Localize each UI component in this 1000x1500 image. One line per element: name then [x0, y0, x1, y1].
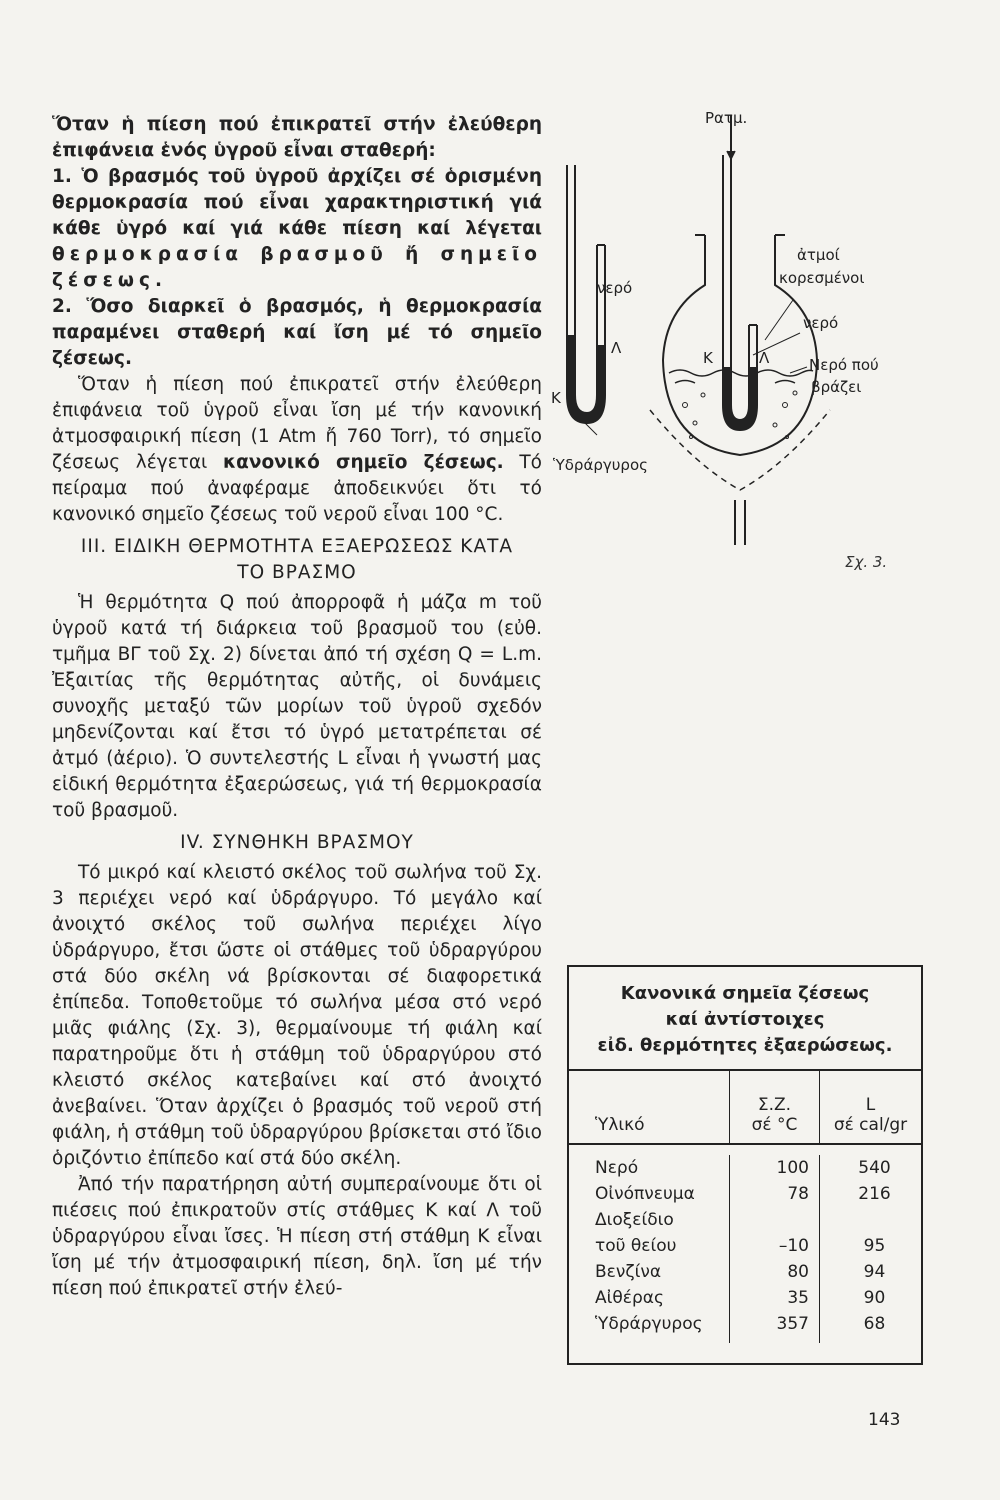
- left-tube-mercury: [567, 335, 605, 423]
- page-number: 143: [868, 1410, 901, 1430]
- paragraph-intro: Ὅταν ἡ πίεση πού ἐπικρατεῖ στήν ἐλεύθερη ἐπιφάνεια ἑνός ὑγροῦ εἶναι σταθερή:: [52, 114, 542, 161]
- column-material: [569, 1155, 729, 1343]
- table-title-line1: Κανονικά σημεῖα ζέσεως: [620, 983, 870, 1004]
- label-p-atm: Ρατμ.: [705, 109, 748, 127]
- section-heading-iii: [52, 534, 542, 586]
- figure-3: [545, 105, 945, 585]
- paragraph-experiment: Τό μικρό καί κλειστό σκέλος τοῦ σωλήνα τοῦ Σχ. 3 περιέχει νερό καί ὑδράργυρο. Τό μεγάλο καί ἀνοιχτό σκέλος τοῦ σωλήνα περιέχει λίγο ὑδράργυρο, ἔτσι ὥστε οἱ στάθμες τοῦ ὑδραργύρου στά δύο σκέλη νά βρίσκονται σέ διαφορετικά ἐπίπεδα. Τοποθετοῦμε τό σωλήνα μέσα στό νερό μιᾶς φιάλης (Σχ. 3), θερμαίνουμε τή φιάλη καί παρατηροῦμε ὅτι ἡ στάθμη τοῦ ὑδραργύρου στό κλειστό σκέλος κατεβαίνει καί στό ἀνοιχτό ἀνεβαίνει. Ὅταν ἀρχίζει ὁ βρασμός τοῦ νεροῦ στή φιάλη, ἡ στάθμη τοῦ ὑδραργύρου βρίσκεται στό ἴδιο ὁριζόντιο ἐπίπεδο καί στά δύο σκέλη.: [52, 862, 542, 1169]
- table-cell: [730, 1207, 809, 1233]
- flask-water-surface: [669, 370, 813, 383]
- term-boiling-point: θερμοκρασία βρασμοῦ ἤ σημεῖο ζέσεως: [52, 244, 542, 291]
- header-bp-line2: σέ °C: [751, 1115, 798, 1135]
- table-header-row: [569, 1071, 921, 1145]
- main-text-column: [52, 112, 542, 1302]
- paragraph-rule-2: 2. Ὅσο διαρκεῖ ὁ βρασμός, ἡ θερμοκρασία παραμένει σταθερή καί ἴση μέ τό σημεῖο ζέσεως.: [52, 296, 542, 369]
- boiling-points-table: [567, 965, 923, 1365]
- table-cell: 78: [787, 1184, 809, 1204]
- table-cell: Αἰθέρας: [595, 1288, 664, 1308]
- header-latent-heat: [819, 1071, 921, 1143]
- label-water-right: νερό: [803, 314, 839, 332]
- table-cell: Ὑδράργυρος: [595, 1314, 703, 1334]
- table-cell: Οἰνόπνευμα: [595, 1184, 695, 1204]
- table-cell: Βενζίνα: [595, 1262, 662, 1282]
- table-title-line2: καί ἀντίστοιχες: [665, 1009, 825, 1030]
- table-body: [569, 1145, 921, 1343]
- rule-1-text: 1. Ὁ βρασμός τοῦ ὑγροῦ ἀρχίζει σέ ὁρισμένη θερμοκρασία πού εἶναι χαρακτηριστική γιά κάθε ὑγρό καί γιά κάθε πίεση καί λέγεται: [52, 166, 542, 239]
- table-cell: 357: [776, 1314, 809, 1334]
- table-cell: 100: [776, 1158, 809, 1178]
- table-cell: [828, 1207, 921, 1233]
- table-cell: Διοξείδιο: [595, 1210, 674, 1230]
- header-l-line1: L: [865, 1095, 876, 1115]
- paragraph-normal-boiling: [52, 372, 542, 528]
- section-heading-iv: IV. ΣΥΝΘΗΚΗ ΒΡΑΣΜΟΥ: [180, 832, 414, 853]
- leader-lines: [585, 300, 807, 435]
- column-boiling-point: [729, 1155, 819, 1343]
- label-k-left: Κ: [551, 389, 561, 407]
- label-vapor-line2: κορεσμένοι: [779, 269, 865, 287]
- table-title: [569, 967, 921, 1071]
- experiment-text: Τό πείραμα πού ἀναφέραμε ἀποδεικνύει ὅτι τό κανονικό σημεῖο ζέσεως τοῦ νεροῦ εἶναι 100 °C.: [52, 452, 542, 525]
- table-cell: τοῦ θείου: [595, 1236, 677, 1256]
- table-cell: 94: [863, 1262, 886, 1282]
- pressure-arrow: [727, 127, 735, 159]
- label-boiling-line2: βράζει: [811, 378, 862, 396]
- label-boiling-line1: Νερό πού: [809, 356, 879, 374]
- label-lambda-left: Λ: [611, 339, 622, 357]
- label-vapor-line1: ἀτμοί: [797, 246, 840, 264]
- label-water-left: νερό: [597, 279, 633, 297]
- header-l-line2: σέ cal/gr: [833, 1115, 908, 1135]
- table-cell: 35: [787, 1288, 809, 1308]
- paragraph-conclusion: Ἀπό τήν παρατήρηση αὐτή συμπεραίνουμε ὅτι οἱ πιέσεις πού ἐπικρατοῦν στίς στάθμες Κ καί Λ τοῦ ὑδραργύρου εἶναι ἴσες. Ἡ πίεση στή στάθμη Κ εἶναι ἴση μέ τήν ἀτμοσφαιρική πίεση, δηλ. ἴση μέ τήν πίεση πού ἐπικρατεῖ στήν ἐλεύ-: [52, 1174, 542, 1299]
- figure-caption: Σχ. 3.: [845, 553, 888, 571]
- table-title-line3: εἰδ. θερμότητες ἐξαερώσεως.: [597, 1035, 893, 1056]
- table-cell: 216: [858, 1184, 891, 1204]
- table-cell: 540: [858, 1158, 891, 1178]
- table-cell: 80: [787, 1262, 809, 1282]
- rule-1-period: .: [154, 270, 163, 291]
- label-k-right: Κ: [703, 349, 713, 367]
- label-lambda-right: Λ: [759, 349, 770, 367]
- term-normal-boiling-point: κανονικό σημεῖο ζέσεως.: [222, 452, 504, 473]
- table-cell: 95: [863, 1236, 886, 1256]
- paragraph-latent-heat: Ἡ θερμότητα Q πού ἀπορροφᾶ ἡ μάζα m τοῦ ὑγροῦ κατά τή διάρκεια τοῦ βρασμοῦ του (εὐθ. τμῆμα ΒΓ τοῦ Σχ. 2) δίνεται ἀπό τή σχέση Q = L.m. Ἐξαιτίας τῆς θερμότητας αὐτῆς, οἱ δυνάμεις συνοχῆς μεταξύ τῶν μορίων τοῦ ὑγροῦ σχεδόν μηδενίζονται καί ἔτσι τό ὑγρό μετατρέπεται σέ ἀτμό (ἀέριο). Ὁ συντελεστής L εἶναι ἡ γνωστή μας εἰδική θερμότητα ἐξαερώσεως, γιά τή θερμοκρασία τοῦ βρασμοῦ.: [52, 592, 542, 821]
- label-mercury: Ὑδράργυρος: [553, 456, 648, 474]
- inner-tube-mercury: [723, 367, 757, 430]
- heading-iii-line2: ΤΟ ΒΡΑΣΜΟ: [237, 562, 357, 583]
- table-cell: –10: [778, 1236, 809, 1256]
- column-latent-heat: [819, 1155, 921, 1343]
- header-bp-line1: Σ.Ζ.: [757, 1095, 792, 1115]
- normal-boiling-text: Ὅταν ἡ πίεση πού ἐπικρατεῖ στήν ἐλεύθερη ἐπιφάνεια τοῦ ὑγροῦ εἶναι ἴση μέ τήν κανονική ἀτμοσφαιρική πίεση (1 Atm ἤ 760 Torr), τό σημεῖο ζέσεως λέγεται: [52, 374, 542, 473]
- table-cell: Νερό: [595, 1158, 639, 1178]
- heading-iii-line1: III. ΕΙΔΙΚΗ ΘΕΡΜΟΤΗΤΑ ΕΞΑΕΡΩΣΕΩΣ ΚΑΤΑ: [80, 536, 514, 557]
- flask-bubbles: [683, 391, 798, 439]
- paragraph-rule-1: [52, 164, 542, 294]
- boiling-apparatus-diagram: [545, 105, 945, 585]
- table-cell: 90: [863, 1288, 886, 1308]
- header-boiling-point: [729, 1071, 819, 1143]
- header-material: Ὑλικό: [595, 1115, 645, 1135]
- table-cell: 68: [863, 1314, 886, 1334]
